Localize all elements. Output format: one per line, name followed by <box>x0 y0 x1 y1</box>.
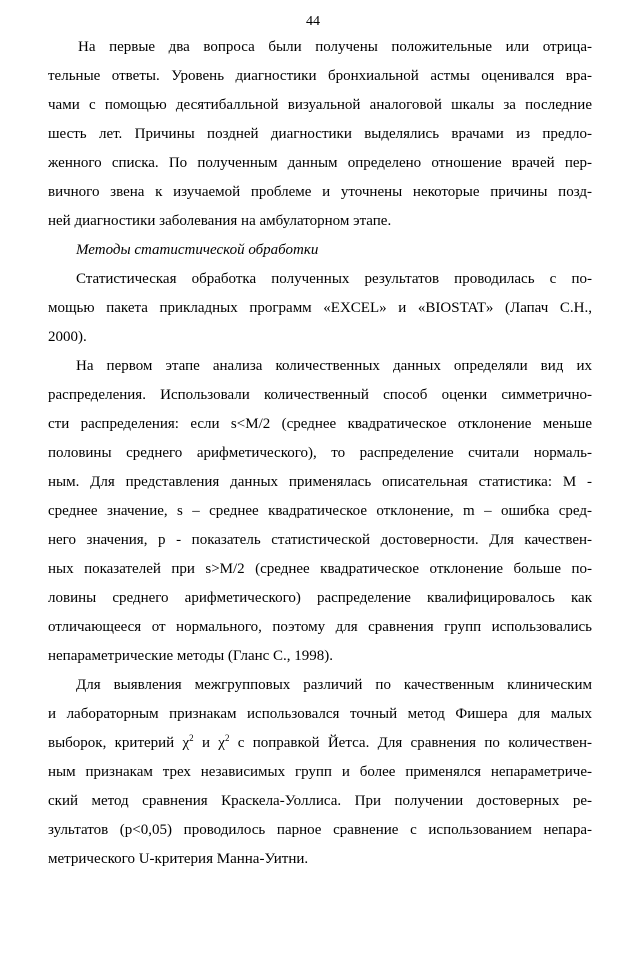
paragraph-4-line-6: зультатов (р<0,05) проводилось парное сравнение с использованием непара- <box>48 822 592 838</box>
paragraph-2-line-2: мощью пакета прикладных программ «EXCEL» и «BIOSTAT» (Лапач С.Н., <box>48 300 592 316</box>
paragraph-4-line-2: и лабораторным признакам использовался точный метод Фишера для малых <box>48 706 592 722</box>
paragraph-1-line-6: вичного звена к изучаемой проблеме и уточнены некоторые причины позд- <box>48 184 592 200</box>
paragraph-3-line-5: ным. Для представления данных применялась описательная статистика: М - <box>48 474 592 490</box>
chi-square-exponent: 2 <box>224 733 230 743</box>
paragraph-1-line-4: шесть лет. Причины поздней диагностики выделялись врачами из предло- <box>48 126 592 142</box>
paragraph-3-line-11: непараметрические методы (Гланс С., 1998). <box>48 648 334 664</box>
paragraph-4-line-5: ский метод сравнения Краскела-Уоллиса. При получении достоверных ре- <box>48 793 592 809</box>
line-3-text-a: выборок, критерий χ <box>48 735 190 751</box>
paragraph-3-line-2: распределения. Использовали количественный способ оценки симметрично- <box>48 387 592 403</box>
paragraph-2-line-1: Статистическая обработка полученных результатов проводилась с по- <box>76 271 592 287</box>
paragraph-1-line-2: тельные ответы. Уровень диагностики бронхиальной астмы оценивался вра- <box>48 68 592 84</box>
paragraph-3-line-7: него значения, р - показатель статистической достоверности. Для качествен- <box>48 532 592 548</box>
paragraph-1-line-3: чами с помощью десятибалльной визуальной аналоговой шкалы за последние <box>48 97 592 113</box>
paragraph-4-line-3 <box>48 733 592 753</box>
paragraph-1-line-7: ней диагностики заболевания на амбулаторном этапе. <box>48 213 392 229</box>
section-heading: Методы статистической обработки <box>76 242 319 258</box>
paragraph-3-line-9: ловины среднего арифметического) распределение квалифицировалось как <box>48 590 592 606</box>
paragraph-1-line-1: На первые два вопроса были получены положительные или отрица- <box>78 39 592 55</box>
paragraph-4-line-1: Для выявления межгрупповых различий по качественным клиническим <box>76 677 592 693</box>
page-number: 44 <box>306 14 320 29</box>
paragraph-1-line-5: женного списка. По полученным данным определено отношение врачей пер- <box>48 155 592 171</box>
line-3-text-c: с поправкой Йетса. Для сравнения по количествен- <box>229 735 592 751</box>
line-3-text-b: и χ <box>193 735 225 751</box>
paragraph-3-line-10: отличающееся от нормального, поэтому для сравнения групп использовались <box>48 619 592 635</box>
chi-square-exponent: 2 <box>189 733 194 743</box>
paragraph-3-line-6: среднее значение, s – среднее квадратическое отклонение, m – ошибка сред- <box>48 503 592 519</box>
paragraph-3-line-3: сти распределения: если s<M/2 (среднее квадратическое отклонение меньше <box>48 416 592 432</box>
paragraph-3-line-1: На первом этапе анализа количественных данных определяли вид их <box>76 358 592 374</box>
paragraph-3-line-4: половины среднего арифметического), то распределение считали нормаль- <box>48 445 592 461</box>
paragraph-4-line-4: ным признакам трех независимых групп и более применялся непараметриче- <box>48 764 592 780</box>
paragraph-4-line-7: метрического U-критерия Манна-Уитни. <box>48 851 309 867</box>
paragraph-2-line-3: 2000). <box>48 329 87 345</box>
paragraph-3-line-8: ных показателей при s>M/2 (среднее квадратическое отклонение больше по- <box>48 561 592 577</box>
